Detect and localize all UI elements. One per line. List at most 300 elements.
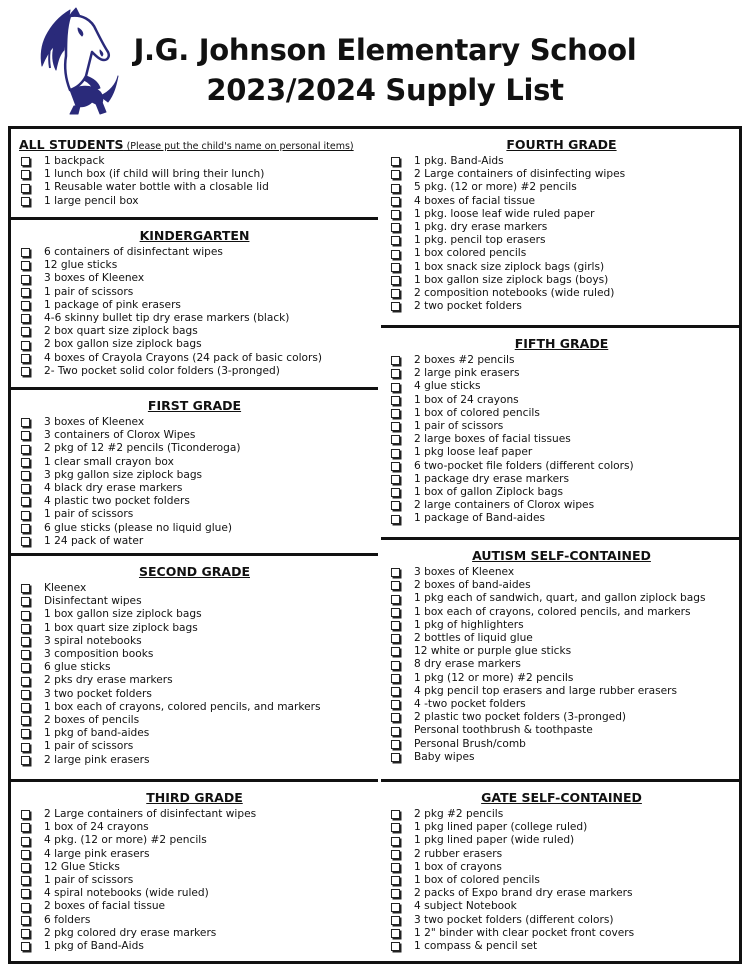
section-autism-self-contained — [381, 537, 742, 779]
checkbox-icon[interactable] — [21, 743, 30, 752]
checkbox-icon[interactable] — [21, 863, 30, 872]
checkbox-icon[interactable] — [21, 537, 30, 546]
checkbox-icon[interactable] — [21, 511, 30, 520]
item-label: 2 boxes of facial tissue — [44, 900, 166, 913]
checkbox-icon[interactable] — [21, 677, 30, 686]
item-label: 1 box of 24 crayons — [414, 393, 519, 406]
supply-list-grid — [8, 126, 742, 964]
page-header — [0, 0, 750, 122]
list-item — [21, 648, 378, 661]
item-label: 1 pair of scissors — [44, 740, 134, 753]
list-item — [391, 566, 742, 579]
item-label: 2 large containers of Clorox wipes — [414, 499, 595, 512]
section-first-grade — [11, 387, 378, 553]
section-title: FOURTH GRADE — [506, 137, 617, 152]
item-label: 1 package of pink erasers — [44, 298, 181, 311]
checkbox-icon[interactable] — [21, 716, 30, 725]
checkbox-icon[interactable] — [21, 248, 30, 257]
checkbox-icon[interactable] — [21, 876, 30, 885]
item-list — [381, 155, 742, 313]
section-title: FIFTH GRADE — [514, 336, 609, 351]
checkbox-icon[interactable] — [21, 756, 30, 765]
checkbox-icon[interactable] — [391, 475, 400, 484]
list-item — [21, 469, 378, 482]
checkbox-icon[interactable] — [391, 863, 400, 872]
item-label: 2 rubber erasers — [414, 847, 503, 860]
checkbox-icon[interactable] — [21, 929, 30, 938]
item-label: 5 pkg. (12 or more) #2 pencils — [414, 181, 577, 194]
list-item — [391, 887, 742, 900]
checkbox-icon[interactable] — [391, 396, 400, 405]
list-item — [391, 380, 742, 393]
checkbox-icon[interactable] — [391, 929, 400, 938]
item-label: 1 package dry erase markers — [414, 472, 570, 485]
list-item — [391, 821, 742, 834]
list-item — [391, 914, 742, 927]
item-list — [11, 582, 378, 767]
checkbox-icon[interactable] — [21, 889, 30, 898]
item-label: 4 plastic two pocket folders — [44, 495, 190, 508]
section-fourth-grade — [381, 129, 742, 325]
checkbox-icon[interactable] — [391, 713, 400, 722]
item-label: 1 pair of scissors — [44, 285, 134, 298]
checkbox-icon[interactable] — [21, 823, 30, 832]
checkbox-icon[interactable] — [391, 876, 400, 885]
checkbox-icon[interactable] — [391, 289, 400, 298]
checkbox-icon[interactable] — [21, 850, 30, 859]
list-item — [391, 407, 742, 420]
section-gate-self-contained — [381, 779, 742, 961]
checkbox-icon[interactable] — [391, 753, 400, 762]
item-label: 2 plastic two pocket folders (3-pronged) — [414, 711, 627, 724]
checkbox-icon[interactable] — [391, 634, 400, 643]
checkbox-icon[interactable] — [21, 458, 30, 467]
list-item — [21, 900, 378, 913]
item-label: 1 box colored pencils — [414, 247, 527, 260]
checkbox-icon[interactable] — [21, 810, 30, 819]
checkbox-icon[interactable] — [391, 250, 400, 259]
item-label: 1 box gallon size ziplock bags — [44, 608, 202, 621]
checkbox-icon[interactable] — [21, 367, 30, 376]
checkbox-icon[interactable] — [21, 197, 30, 206]
item-label: 1 pkg. pencil top erasers — [414, 234, 546, 247]
list-item — [21, 299, 378, 312]
list-item — [21, 927, 378, 940]
item-label: 1 pkg of highlighters — [414, 618, 524, 631]
list-item — [391, 900, 742, 913]
checkbox-icon[interactable] — [391, 422, 400, 431]
checkbox-icon[interactable] — [391, 409, 400, 418]
list-item — [21, 508, 378, 521]
list-item — [21, 727, 378, 740]
item-list — [11, 416, 378, 548]
checkbox-icon[interactable] — [21, 471, 30, 480]
item-label: 8 dry erase markers — [414, 658, 521, 671]
item-list — [11, 246, 378, 378]
checkbox-icon[interactable] — [21, 341, 30, 350]
section-title: AUTISM SELF-CONTAINED — [472, 548, 651, 563]
list-item — [391, 155, 742, 168]
item-label: 1 box of 24 crayons — [44, 821, 149, 834]
list-item — [21, 429, 378, 442]
checkbox-icon[interactable] — [391, 647, 400, 656]
item-label: 3 pkg gallon size ziplock bags — [44, 468, 203, 481]
list-item — [391, 848, 742, 861]
list-item — [391, 261, 742, 274]
item-label: 6 glue sticks (please no liquid glue) — [44, 521, 233, 534]
item-label: 12 glue sticks — [44, 259, 118, 272]
checkbox-icon[interactable] — [21, 484, 30, 493]
list-item — [391, 247, 742, 260]
checkbox-icon[interactable] — [391, 435, 400, 444]
item-label: 4 pkg. (12 or more) #2 pencils — [44, 834, 207, 847]
checkbox-icon[interactable] — [391, 581, 400, 590]
list-item — [21, 608, 378, 621]
item-label: 1 pkg (12 or more) #2 pencils — [414, 671, 574, 684]
list-item — [391, 632, 742, 645]
item-label: 2- Two pocket solid color folders (3-pronged) — [44, 364, 280, 377]
checkbox-icon[interactable] — [21, 903, 30, 912]
list-item — [21, 714, 378, 727]
item-label: 2 pkg #2 pencils — [414, 808, 504, 820]
checkbox-icon[interactable] — [391, 621, 400, 630]
list-item — [21, 286, 378, 299]
list-item — [21, 155, 378, 168]
list-item — [21, 688, 378, 701]
item-label: 1 pkg of Band-Aids — [44, 940, 144, 953]
checkbox-icon[interactable] — [21, 445, 30, 454]
item-label: 1 box quart size ziplock bags — [44, 621, 198, 634]
checkbox-icon[interactable] — [21, 275, 30, 284]
item-label: 3 composition books — [44, 648, 154, 661]
list-item — [391, 433, 742, 446]
checkbox-icon[interactable] — [391, 276, 400, 285]
list-item — [391, 698, 742, 711]
list-item — [391, 579, 742, 592]
checkbox-icon[interactable] — [391, 823, 400, 832]
item-label: 1 lunch box (if child will bring their lunch) — [44, 168, 265, 181]
list-item — [391, 874, 742, 887]
item-label: 2 Large containers of disinfectant wipes — [44, 808, 257, 820]
section-title: GATE SELF-CONTAINED — [481, 790, 642, 805]
item-label: 1 pair of scissors — [414, 420, 504, 433]
item-label: 4 black dry erase markers — [44, 482, 183, 495]
section-title: FIRST GRADE — [147, 398, 242, 413]
list-item — [391, 234, 742, 247]
list-item — [391, 460, 742, 473]
item-label: 3 spiral notebooks — [44, 634, 142, 647]
list-item — [21, 181, 378, 194]
item-label: 1 box of gallon Ziplock bags — [414, 486, 564, 499]
checkbox-icon[interactable] — [391, 903, 400, 912]
item-label: 3 two pocket folders (different colors) — [414, 913, 614, 926]
checkbox-icon[interactable] — [391, 184, 400, 193]
checkbox-icon[interactable] — [21, 916, 30, 925]
checkbox-icon[interactable] — [391, 942, 400, 951]
item-label: 1 box snack size ziplock bags (girls) — [414, 260, 605, 273]
checkbox-icon[interactable] — [21, 288, 30, 297]
checkbox-icon[interactable] — [391, 263, 400, 272]
list-item — [21, 195, 378, 208]
checkbox-icon[interactable] — [21, 301, 30, 310]
item-label: 4 boxes of Crayola Crayons (24 pack of basic colors) — [44, 351, 323, 364]
checkbox-icon[interactable] — [21, 524, 30, 533]
item-label: 2 large boxes of facial tissues — [414, 433, 571, 446]
item-label: 4 spiral notebooks (wide ruled) — [44, 887, 209, 900]
list-item — [21, 848, 378, 861]
checkbox-icon[interactable] — [391, 740, 400, 749]
list-item — [21, 635, 378, 648]
list-item — [21, 808, 378, 821]
checkbox-icon[interactable] — [391, 369, 400, 378]
list-item — [391, 367, 742, 380]
list-item — [21, 168, 378, 181]
item-label: Baby wipes — [414, 750, 475, 763]
item-label: 4 boxes of facial tissue — [414, 194, 536, 207]
item-label: 1 large pencil box — [44, 194, 139, 207]
checkbox-icon[interactable] — [391, 197, 400, 206]
item-label: Personal toothbrush & toothpaste — [414, 724, 593, 737]
list-item — [391, 181, 742, 194]
checkbox-icon[interactable] — [391, 302, 400, 311]
item-label: 2 two pocket folders — [414, 300, 522, 313]
list-item — [391, 927, 742, 940]
checkbox-icon[interactable] — [21, 314, 30, 323]
item-label: 1 pkg. dry erase markers — [414, 221, 548, 234]
list-item — [21, 259, 378, 272]
item-label: 1 pkg lined paper (college ruled) — [414, 821, 588, 834]
item-label: 1 Reusable water bottle with a closable lid — [44, 181, 269, 194]
checkbox-icon[interactable] — [21, 837, 30, 846]
item-label: 4 pkg pencil top erasers and large rubber erasers — [414, 684, 678, 697]
item-label: 1 box of colored pencils — [414, 874, 540, 887]
item-label: 1 pair of scissors — [44, 874, 134, 887]
item-label: 2 box gallon size ziplock bags — [44, 338, 202, 351]
list-item — [391, 711, 742, 724]
checkbox-icon[interactable] — [21, 663, 30, 672]
list-item — [21, 365, 378, 378]
checkbox-icon[interactable] — [21, 637, 30, 646]
item-label: 4 -two pocket folders — [414, 698, 526, 711]
item-label: 12 white or purple glue sticks — [414, 645, 572, 658]
list-item — [21, 416, 378, 429]
item-label: 2 box quart size ziplock bags — [44, 325, 198, 338]
checkbox-icon[interactable] — [391, 837, 400, 846]
list-item — [391, 685, 742, 698]
list-item — [391, 619, 742, 632]
checkbox-icon[interactable] — [391, 661, 400, 670]
checkbox-icon[interactable] — [21, 584, 30, 593]
item-label: 1 backpack — [44, 155, 105, 167]
section-fifth-grade — [381, 325, 742, 537]
item-label: 2 boxes of band-aides — [414, 579, 531, 592]
item-label: 2 boxes #2 pencils — [414, 354, 515, 366]
item-label: 6 two-pocket file folders (different colors) — [414, 459, 634, 472]
item-label: 1 box of crayons — [414, 860, 502, 873]
title-supply-list: 2023/2024 Supply List — [206, 73, 564, 107]
item-label: 4 glue sticks — [414, 380, 481, 393]
checkbox-icon[interactable] — [391, 210, 400, 219]
item-label: 1 package of Band-aides — [414, 512, 545, 525]
item-list — [381, 566, 742, 764]
list-item — [21, 821, 378, 834]
checkbox-icon[interactable] — [391, 568, 400, 577]
checkbox-icon[interactable] — [21, 624, 30, 633]
section-title: SECOND GRADE — [138, 564, 250, 579]
checkbox-icon[interactable] — [21, 157, 30, 166]
section-title: ALL STUDENTS (Please put the child's name on personal items) — [19, 137, 354, 152]
section-all-students — [11, 129, 378, 217]
list-item — [391, 195, 742, 208]
list-item — [21, 482, 378, 495]
item-label: 1 pkg each of sandwich, quart, and gallon ziplock bags — [414, 592, 706, 605]
checkbox-icon[interactable] — [21, 431, 30, 440]
item-label: 2 large pink erasers — [414, 367, 520, 380]
checkbox-icon[interactable] — [391, 889, 400, 898]
checkbox-icon[interactable] — [391, 608, 400, 617]
item-label: 4-6 skinny bullet tip dry erase markers (black) — [44, 312, 290, 325]
item-label: 3 boxes of Kleenex — [44, 272, 145, 285]
list-item — [21, 595, 378, 608]
item-label: 1 pkg. loose leaf wide ruled paper — [414, 207, 595, 220]
list-item — [391, 645, 742, 658]
list-item — [21, 272, 378, 285]
checkbox-icon[interactable] — [391, 501, 400, 510]
checkbox-icon[interactable] — [391, 356, 400, 365]
checkbox-icon[interactable] — [21, 597, 30, 606]
list-item — [391, 672, 742, 685]
checkbox-icon[interactable] — [391, 157, 400, 166]
item-label: 6 containers of disinfectant wipes — [44, 246, 223, 258]
checkbox-icon[interactable] — [21, 184, 30, 193]
list-item — [21, 442, 378, 455]
list-item — [391, 420, 742, 433]
item-list — [11, 155, 378, 208]
list-item — [21, 754, 378, 767]
checkbox-icon[interactable] — [21, 611, 30, 620]
item-label: 2 pkg colored dry erase markers — [44, 926, 217, 939]
checkbox-icon[interactable] — [21, 418, 30, 427]
checkbox-icon[interactable] — [21, 261, 30, 270]
item-label: 2 boxes of pencils — [44, 714, 140, 727]
checkbox-icon[interactable] — [391, 462, 400, 471]
list-item — [21, 495, 378, 508]
list-item — [391, 658, 742, 671]
checkbox-icon[interactable] — [21, 327, 30, 336]
item-label: 2 bottles of liquid glue — [414, 632, 533, 645]
checkbox-icon[interactable] — [21, 497, 30, 506]
checkbox-icon[interactable] — [391, 515, 400, 524]
list-item — [21, 312, 378, 325]
item-label: 1 24 pack of water — [44, 534, 144, 547]
item-label: 2 Large containers of disinfecting wipes — [414, 168, 626, 181]
checkbox-icon[interactable] — [21, 703, 30, 712]
list-item — [21, 456, 378, 469]
list-item — [391, 473, 742, 486]
checkbox-icon[interactable] — [391, 850, 400, 859]
checkbox-icon[interactable] — [21, 942, 30, 951]
list-item — [21, 674, 378, 687]
checkbox-icon[interactable] — [391, 383, 400, 392]
mustang-mascot-logo — [30, 6, 122, 116]
list-item — [391, 300, 742, 313]
checkbox-icon[interactable] — [21, 650, 30, 659]
checkbox-icon[interactable] — [391, 449, 400, 458]
item-label: 1 box gallon size ziplock bags (boys) — [414, 273, 609, 286]
list-item — [391, 394, 742, 407]
list-item — [391, 606, 742, 619]
checkbox-icon[interactable] — [391, 236, 400, 245]
item-list — [381, 354, 742, 526]
list-item — [391, 751, 742, 764]
checkbox-icon[interactable] — [21, 170, 30, 179]
section-title: KINDERGARTEN — [139, 228, 250, 243]
item-label: Personal Brush/comb — [414, 737, 526, 750]
item-label: 1 pkg lined paper (wide ruled) — [414, 834, 575, 847]
checkbox-icon[interactable] — [21, 690, 30, 699]
list-item — [391, 861, 742, 874]
item-label: 1 2" binder with clear pocket front covers — [414, 926, 635, 939]
list-item — [21, 522, 378, 535]
item-label: 2 composition notebooks (wide ruled) — [414, 287, 615, 300]
item-label: 6 glue sticks — [44, 661, 111, 674]
item-list — [11, 808, 378, 953]
checkbox-icon[interactable] — [391, 810, 400, 819]
list-item — [21, 887, 378, 900]
checkbox-icon[interactable] — [391, 223, 400, 232]
checkbox-icon[interactable] — [21, 354, 30, 363]
checkbox-icon[interactable] — [21, 729, 30, 738]
item-label: 1 pkg of band-aides — [44, 727, 150, 740]
list-item — [21, 622, 378, 635]
section-second-grade — [11, 553, 378, 779]
list-item — [391, 724, 742, 737]
item-label: 1 box each of crayons, colored pencils, and markers — [414, 605, 691, 618]
checkbox-icon[interactable] — [391, 674, 400, 683]
checkbox-icon[interactable] — [391, 700, 400, 709]
item-label: Disinfectant wipes — [44, 595, 142, 608]
checkbox-icon[interactable] — [391, 727, 400, 736]
section-title: THIRD GRADE — [146, 790, 243, 805]
item-label: 2 large pink erasers — [44, 753, 150, 766]
list-item — [391, 168, 742, 181]
list-item — [21, 246, 378, 259]
item-label: 3 boxes of Kleenex — [44, 416, 145, 428]
list-item — [21, 535, 378, 548]
list-item — [391, 592, 742, 605]
item-label: 4 subject Notebook — [414, 900, 517, 913]
list-item — [391, 808, 742, 821]
checkbox-icon[interactable] — [391, 687, 400, 696]
list-item — [21, 338, 378, 351]
checkbox-icon[interactable] — [391, 488, 400, 497]
list-item — [21, 834, 378, 847]
list-item — [391, 834, 742, 847]
section-kindergarten — [11, 217, 378, 387]
list-item — [391, 940, 742, 953]
list-item — [21, 701, 378, 714]
checkbox-icon[interactable] — [391, 170, 400, 179]
item-label: 1 clear small crayon box — [44, 455, 174, 468]
item-label: 1 box of colored pencils — [414, 406, 540, 419]
item-label: 1 pair of scissors — [44, 508, 134, 521]
item-label: 2 pkg of 12 #2 pencils (Ticonderoga) — [44, 442, 241, 455]
list-item — [21, 914, 378, 927]
checkbox-icon[interactable] — [391, 916, 400, 925]
item-label: 3 boxes of Kleenex — [414, 566, 515, 578]
checkbox-icon[interactable] — [391, 595, 400, 604]
list-item — [391, 208, 742, 221]
